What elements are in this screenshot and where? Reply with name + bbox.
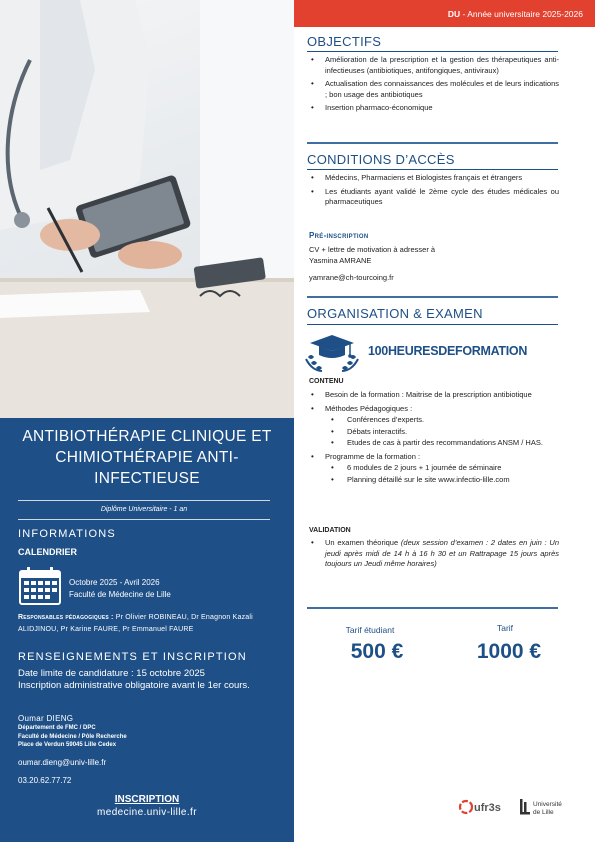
inscription-label[interactable]: INSCRIPTION [114,794,180,805]
title-divider [18,500,270,501]
validation-item [309,538,559,570]
programme-text: Programme de la formation : [325,451,421,461]
tarif-student-label: Tarif étudiant [345,625,395,635]
validation-prefix: Un examen théorique [325,538,401,547]
section-divider [307,142,558,144]
organisation-rule [307,324,558,325]
responsables [18,612,280,636]
conditions-rule [307,169,558,170]
section-divider [307,296,558,298]
tarif-label: Tarif [496,623,514,633]
hero-photo [0,0,294,418]
methodes-list [325,415,559,449]
contenu-item [309,390,559,401]
methodes-text: Méthodes Pédagogiques : [325,403,413,413]
methode-item: • Débats interactifs. [329,427,559,438]
contact-department [18,724,127,750]
condition-item: • Les étudiants ayant validé le 2ème cycle des études médicales ou pharmaceutiques [309,187,559,208]
informations-heading: INFORMATIONS [18,528,116,540]
diploma-type: Diplôme Universitaire - 1 an [100,506,188,513]
calendar-dates: Octobre 2025 - Avril 2026 [69,578,160,587]
preinscription-text [309,244,435,266]
training-hours: 100HEURESDEFORMATION [368,344,528,358]
calendar-details [69,577,171,601]
calendar-heading: CALENDRIER [18,547,78,557]
preinscription-email[interactable]: yamrane@ch-tourcoing.fr [309,273,394,282]
condition-item: • Médecins, Pharmaciens et Biologistes français et étrangers [309,173,559,184]
programme-item: • Planning détaillé sur le site www.infectio-lille.com [329,475,559,486]
contenu-item [309,452,559,486]
contenu-heading: CONTENU [309,378,344,385]
deadline-block [18,668,280,692]
doctor-tablet-illustration [0,0,294,418]
academic-year: - Année universitaire 2025-2026 [460,9,583,19]
objectifs-rule [307,51,558,52]
dept-line-1: Département de FMC / DPC [18,725,96,731]
contact-name: Oumar DIENG [18,714,74,723]
besoin-text: Besoin de la formation : Maitrise de la prescription antibiotique [325,390,532,399]
conditions-heading: CONDITIONS D’ACCÈS [307,152,455,167]
universite-lille-line-1: Université [533,801,562,808]
objectifs-heading: OBJECTIFS [307,34,382,49]
organisation-heading: ORGANISATION & EXAMEN [307,306,483,321]
section-divider [307,607,558,609]
contact-phone[interactable]: 03.20.62.77.72 [18,776,72,785]
responsables-label: Responsables pédagogiques : [18,614,114,621]
preinscription-contact: Yasmina AMRANE [309,256,372,265]
contenu-list [309,390,559,488]
contact-email[interactable]: oumar.dieng@univ-lille.fr [18,758,107,767]
ufr3s-logo [459,796,509,818]
objectif-item: • Actualisation des connaissances des molécules et de leurs indications ; bon usage des antibiotiques [309,79,559,100]
diploma-divider [18,519,270,520]
course-title: ANTIBIOTHÉRAPIE CLINIQUE ET CHIMIOTHÉRAPIE ANTI-INFECTIEUSE [22,428,272,487]
programme-item: • 6 modules de 2 jours + 1 journée de séminaire [329,463,559,474]
validation-details: (deux session d’examen : 2 dates en juin : Un jeudi après midi de 14 h à 16 h 30 et un Rattrapage 15 jours après toujours un Jeudi même horaires) [325,538,559,568]
objectif-item: • Amélioration de la prescription et la gestion des thérapeutiques anti-infectieuses (antibiotiques, antifongiques, antiviraux) [309,55,559,76]
objectif-item: • Insertion pharmaco-économique [309,103,559,114]
methode-item: • Etudes de cas à partir des recommandations ANSM / HAS. [329,438,559,449]
validation-list [309,538,559,573]
admin-text: Inscription administrative obligatoire avant le 1er cours. [18,680,250,691]
calendar-icon [18,566,62,606]
academic-year-band [294,0,595,27]
programme-list [325,463,559,485]
validation-heading: VALIDATION [309,527,351,534]
calendar-place: Faculté de Médecine de Lille [69,590,171,599]
contenu-item [309,404,559,449]
graduation-cap-icon [302,333,362,373]
renseignements-heading: RENSEIGNEMENTS ET INSCRIPTION [18,651,247,663]
du-label: DU [447,9,461,19]
ufr3s-logo-mark [459,796,509,818]
universite-lille-logo-mark [519,796,571,818]
deadline-text: Date limite de candidature : 15 octobre 2025 [18,668,205,679]
inscription-link[interactable]: medecine.univ-lille.fr [97,807,197,818]
dept-line-2: Faculté de Médecine / Pôle Recherche [18,733,127,740]
tarif-price: 1000 € [476,640,542,663]
info-panel [0,418,294,842]
universite-lille-line-2: de Lille [533,809,554,816]
preinscription-line: CV + lettre de motivation à adresser à [309,245,436,254]
responsables-names: Pr Olivier ROBINEAU, Dr Enagnon Kazali ALIDJINOU, Pr Karine FAURE, Pr Emmanuel FAURE [18,614,253,633]
methode-item: • Conférences d’experts. [329,415,559,426]
preinscription-heading: Pré-inscription [309,231,369,240]
ufr3s-logo-text: ufr3s [474,802,501,814]
universite-lille-logo [519,796,571,818]
conditions-list [309,173,559,211]
tarif-student-price: 500 € [350,640,404,663]
objectifs-list [309,55,559,117]
dept-line-3: Place de Verdun 59045 Lille Cedex [18,742,117,748]
